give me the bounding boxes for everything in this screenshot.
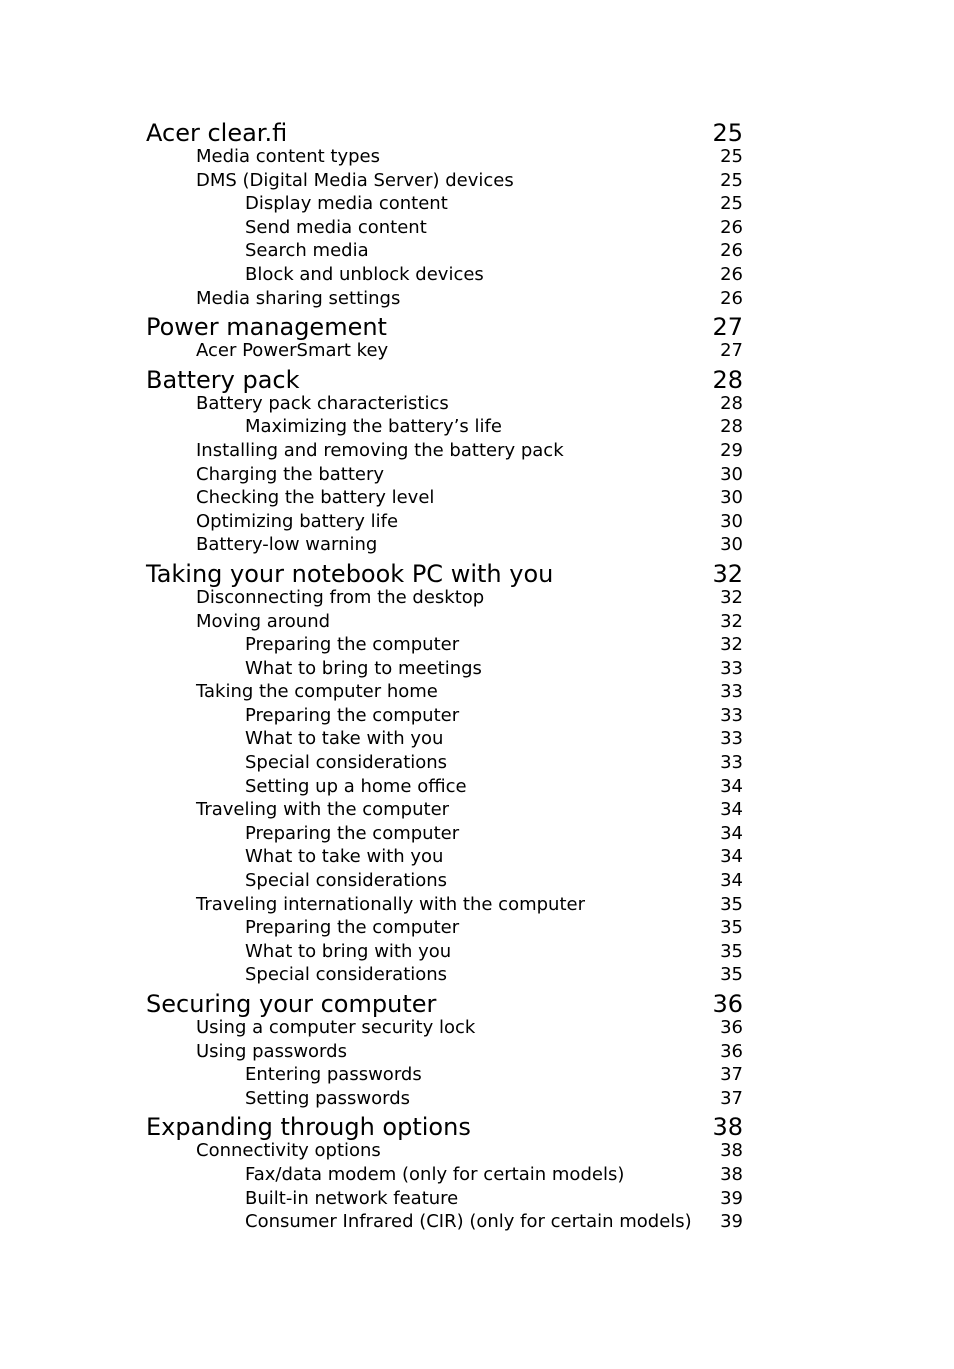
toc-entry-page-number: 34 xyxy=(720,799,743,821)
toc-entry-title: Checking the battery level xyxy=(196,487,435,509)
toc-entry-page-number: 26 xyxy=(720,240,743,262)
toc-subsection-entry[interactable] xyxy=(146,893,743,917)
toc-entry-page-number: 32 xyxy=(720,634,743,656)
toc-subsection-entry[interactable] xyxy=(146,463,743,487)
toc-entry-title: Acer clear.fi xyxy=(146,119,288,147)
toc-subsection-entry[interactable] xyxy=(146,610,743,634)
toc-entry-title: Setting up a home office xyxy=(245,775,467,797)
toc-entry-page-number: 35 xyxy=(720,917,743,939)
toc-subsubsection-entry[interactable] xyxy=(146,963,743,987)
toc-subsubsection-entry[interactable] xyxy=(146,657,743,681)
toc-entry-page-number: 39 xyxy=(720,1187,743,1209)
toc-entry-page-number: 33 xyxy=(720,752,743,774)
toc-entry-page-number: 36 xyxy=(720,1040,743,1062)
toc-subsection-entry[interactable] xyxy=(146,392,743,416)
toc-entry-page-number: 34 xyxy=(720,846,743,868)
toc-entry-title: Optimizing battery life xyxy=(196,510,399,532)
toc-entry-page-number: 25 xyxy=(720,146,743,167)
toc-entry-page-number: 38 xyxy=(720,1163,743,1185)
toc-entry-title: DMS (Digital Media Server) devices xyxy=(196,169,514,191)
toc-entry-title: Preparing the computer xyxy=(245,704,460,726)
toc-subsubsection-entry[interactable] xyxy=(146,263,743,287)
toc-subsection-entry[interactable] xyxy=(146,1139,743,1163)
toc-subsection-entry[interactable] xyxy=(146,145,743,169)
toc-entry-title: Search media xyxy=(245,240,369,262)
toc-subsubsection-entry[interactable] xyxy=(146,216,743,240)
toc-entry-title: What to bring with you xyxy=(245,940,452,962)
toc-entry-title: Maximizing the battery’s life xyxy=(245,416,502,438)
toc-entry-title: Acer PowerSmart key xyxy=(196,340,389,362)
toc-entry-title: Battery pack characteristics xyxy=(196,392,449,414)
toc-entry-page-number: 34 xyxy=(720,870,743,892)
toc-entry-page-number: 28 xyxy=(712,365,743,394)
toc-subsection-entry[interactable] xyxy=(146,339,743,363)
toc-subsection-entry[interactable] xyxy=(146,439,743,463)
toc-entry-title: Special considerations xyxy=(245,964,448,986)
toc-entry-page-number: 26 xyxy=(720,216,743,238)
toc-entry-page-number: 35 xyxy=(720,964,743,986)
toc-entry-title: Traveling with the computer xyxy=(196,799,450,821)
toc-entry-page-number: 36 xyxy=(712,990,743,1018)
toc-entry-title: Taking your notebook PC with you xyxy=(146,559,554,588)
toc-entry-page-number: 35 xyxy=(720,940,743,962)
toc-entry-title: What to take with you xyxy=(245,846,444,868)
toc-subsubsection-entry[interactable] xyxy=(146,633,743,657)
toc-entry-title: Media sharing settings xyxy=(196,287,401,309)
toc-subsubsection-entry[interactable] xyxy=(146,704,743,728)
toc-subsubsection-entry[interactable] xyxy=(146,751,743,775)
toc-entry-page-number: 30 xyxy=(720,534,743,556)
toc-entry-title: Consumer Infrared (CIR) (only for certain models) xyxy=(245,1211,692,1233)
toc-entry-title: Display media content xyxy=(245,193,448,215)
toc-subsubsection-entry[interactable] xyxy=(146,822,743,846)
toc-entry-page-number: 32 xyxy=(712,559,743,588)
toc-subsection-entry[interactable] xyxy=(146,486,743,510)
toc-subsubsection-entry[interactable] xyxy=(146,1187,743,1211)
toc-entry-page-number: 34 xyxy=(720,822,743,844)
toc-subsection-entry[interactable] xyxy=(146,533,743,557)
toc-entry-page-number: 32 xyxy=(720,586,743,608)
toc-entry-title: Taking the computer home xyxy=(196,681,438,703)
table-of-contents xyxy=(146,116,743,1234)
toc-entry-title: Securing your computer xyxy=(146,990,437,1018)
toc-subsubsection-entry[interactable] xyxy=(146,775,743,799)
toc-subsubsection-entry[interactable] xyxy=(146,192,743,216)
toc-entry-title: What to take with you xyxy=(245,728,444,750)
toc-subsubsection-entry[interactable] xyxy=(146,239,743,263)
toc-entry-title: Traveling internationally with the computer xyxy=(196,893,585,915)
toc-entry-page-number: 34 xyxy=(720,775,743,797)
toc-entry-page-number: 32 xyxy=(720,610,743,632)
toc-entry-page-number: 30 xyxy=(720,463,743,485)
toc-entry-title: Send media content xyxy=(245,216,427,238)
toc-subsubsection-entry[interactable] xyxy=(146,869,743,893)
toc-entry-title: Moving around xyxy=(196,610,331,632)
toc-subsubsection-entry[interactable] xyxy=(146,845,743,869)
toc-entry-title: Entering passwords xyxy=(245,1064,422,1086)
toc-entry-title: Fax/data modem (only for certain models) xyxy=(245,1163,625,1185)
toc-subsubsection-entry[interactable] xyxy=(146,1163,743,1187)
toc-entry-title: Special considerations xyxy=(245,752,448,774)
toc-entry-title: Battery-low warning xyxy=(196,534,378,556)
toc-subsection-entry[interactable] xyxy=(146,169,743,193)
toc-entry-page-number: 28 xyxy=(720,392,743,414)
toc-subsubsection-entry[interactable] xyxy=(146,1210,743,1234)
toc-entry-page-number: 37 xyxy=(720,1064,743,1086)
toc-subsubsection-entry[interactable] xyxy=(146,1087,743,1111)
toc-entry-page-number: 28 xyxy=(720,416,743,438)
toc-entry-page-number: 39 xyxy=(720,1211,743,1233)
toc-subsection-entry[interactable] xyxy=(146,798,743,822)
toc-entry-page-number: 35 xyxy=(720,893,743,915)
toc-subsubsection-entry[interactable] xyxy=(146,727,743,751)
toc-entry-title: Connectivity options xyxy=(196,1140,381,1162)
toc-entry-title: Special considerations xyxy=(245,870,448,892)
toc-entry-page-number: 33 xyxy=(720,728,743,750)
toc-entry-page-number: 37 xyxy=(720,1087,743,1109)
toc-entry-page-number: 33 xyxy=(720,681,743,703)
toc-entry-page-number: 36 xyxy=(720,1017,743,1038)
toc-entry-page-number: 25 xyxy=(720,169,743,191)
toc-entry-title: Built-in network feature xyxy=(245,1187,459,1209)
toc-subsubsection-entry[interactable] xyxy=(146,1063,743,1087)
toc-entry-page-number: 27 xyxy=(712,313,743,342)
toc-entry-page-number: 25 xyxy=(712,119,743,147)
toc-entry-page-number: 33 xyxy=(720,704,743,726)
toc-entry-page-number: 30 xyxy=(720,510,743,532)
toc-entry-page-number: 29 xyxy=(720,439,743,461)
toc-entry-title: Preparing the computer xyxy=(245,822,460,844)
toc-entry-title: Expanding through options xyxy=(146,1113,471,1142)
toc-entry-title: Power management xyxy=(146,313,387,342)
toc-subsection-entry[interactable] xyxy=(146,680,743,704)
toc-entry-page-number: 30 xyxy=(720,487,743,509)
toc-subsubsection-entry[interactable] xyxy=(146,916,743,940)
toc-entry-title: What to bring to meetings xyxy=(245,657,482,679)
toc-subsection-entry[interactable] xyxy=(146,510,743,534)
toc-entry-page-number: 38 xyxy=(712,1113,743,1142)
toc-entry-title: Charging the battery xyxy=(196,463,385,485)
toc-subsection-entry[interactable] xyxy=(146,287,743,311)
toc-subsection-entry[interactable] xyxy=(146,586,743,610)
toc-entry-title: Media content types xyxy=(196,146,381,167)
toc-subsubsection-entry[interactable] xyxy=(146,415,743,439)
toc-entry-page-number: 38 xyxy=(720,1140,743,1162)
toc-entry-title: Using a computer security lock xyxy=(196,1017,476,1038)
toc-entry-page-number: 33 xyxy=(720,657,743,679)
toc-entry-title: Block and unblock devices xyxy=(245,263,484,285)
toc-subsection-entry[interactable] xyxy=(146,1040,743,1064)
toc-subsection-entry[interactable] xyxy=(146,1016,743,1040)
toc-entry-page-number: 27 xyxy=(720,340,743,362)
toc-entry-title: Preparing the computer xyxy=(245,917,460,939)
toc-entry-title: Installing and removing the battery pack xyxy=(196,439,564,461)
toc-entry-title: Preparing the computer xyxy=(245,634,460,656)
toc-entry-title: Battery pack xyxy=(146,365,300,394)
toc-entry-title: Using passwords xyxy=(196,1040,347,1062)
toc-entry-page-number: 26 xyxy=(720,263,743,285)
toc-subsubsection-entry[interactable] xyxy=(146,940,743,964)
toc-entry-title: Disconnecting from the desktop xyxy=(196,586,485,608)
toc-entry-title: Setting passwords xyxy=(245,1087,411,1109)
toc-entry-page-number: 26 xyxy=(720,287,743,309)
toc-entry-page-number: 25 xyxy=(720,193,743,215)
